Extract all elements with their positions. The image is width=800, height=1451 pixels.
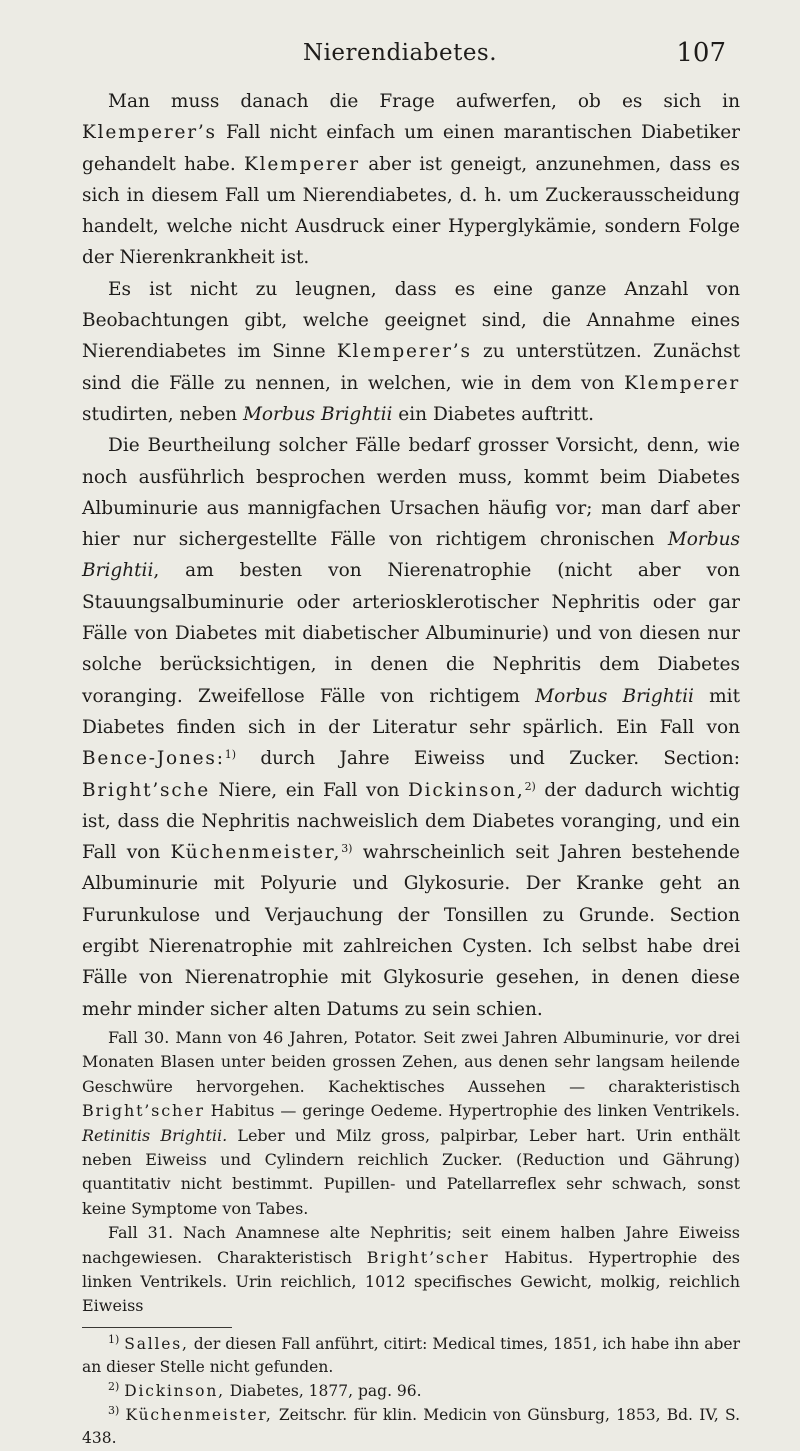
author-name: Salles, (124, 1334, 189, 1353)
footnote-3: $^{3)}$ Küchenmeister, Zeitschr. für klin. Medicin von Günsburg, 1853, Bd. IV, S. 438. (82, 1403, 740, 1448)
page-body (82, 86, 740, 1451)
author-name: Bence-Jones: (82, 748, 225, 770)
footnote-1: $^{1)}$ Salles, der diesen Fall anführt, citirt: Medical times, 1851, ich habe ihn aber an dieser Stelle nicht gefunden. (82, 1332, 741, 1377)
paragraph-3: Die Beurtheilung solcher Fälle bedarf grosser Vorsicht, denn, wie noch ausführlich besprochen werden muss, kommt beim Diabetes Albuminurie aus mannigfachen Ursachen häufig vor; man darf aber hier nur sichergestellte Fälle von richtigem chronischen Morbus Brightii, am besten von Nierenatrophie (nicht aber von Stauungsalbuminurie oder arteriosklerotischer Nephritis oder gar Fälle von Diabetes mit diabetischer Albuminurie) und von diesen nur solche berücksichtigen, in denen die Nephritis dem Diabetes voranging. Zweifellose Fälle von richtigem Morbus Brightii mit Diabetes finden sich in der Literatur sehr spärlich. Ein Fall von Bence-Jones:$^{1)}$ durch Jahre Eiweiss und Zucker. Section: Bright’sche Niere, ein Fall von Dickinson,$^{2)}$ der dadurch wichtig ist, dass die Nephritis nachweislich dem Diabetes voranging, und ein Fall von Küchenmeister,$^{3)}$ wahrscheinlich seit Jahren bestehende Albuminurie mit Polyurie und Glykosurie. Der Kranke geht an Furunkulose und Verjauchung der Tonsillen zu Grunde. Section ergibt Nierenatrophie mit zahlreichen Cysten. Ich selbst habe drei Fälle von Nierenatrophie mit Glykosurie gesehen, in denen diese mehr minder sicher alten Datums zu sein schien. (82, 435, 741, 1020)
author-name: Dickinson, (407, 779, 525, 801)
author-name: Klemperer (244, 153, 360, 175)
case-reports (82, 1026, 740, 1319)
italic-term: Morbus Brightii (242, 403, 393, 425)
author-name: Küchenmeister, (170, 842, 342, 864)
author-name: Küchenmeister, (125, 1405, 273, 1424)
footnote-ref[interactable]: 2) (524, 779, 536, 793)
author-name: Klemperer’s (336, 341, 472, 363)
footnote-2: $^{2)}$ Dickinson, Diabetes, 1877, pag. 96. (108, 1379, 422, 1400)
italic-term: Retinitis Brightii. (82, 1125, 228, 1145)
italic-term: Morbus Brightii (535, 685, 694, 707)
running-header-title: Nierendiabetes. (302, 40, 498, 66)
footnote-ref[interactable]: 1) (224, 748, 237, 762)
author-name: Klemperer (624, 372, 740, 394)
case-30: Fall 30. Mann von 46 Jahren, Potator. Seit zwei Jahren Albuminurie, vor drei Monaten Blasen unter beiden grossen Zehen, aus denen sehr langsam heilende Geschwüre hervorgehen. Kachektisches Aussehen — charakteristisch Bright’scher Habitus — geringe Oedeme. Hypertrophie des linken Ventrikels. Retinitis Brightii. Leber und Milz gross, palpirbar, Leber hart. Urin enthält neben Eiweiss und Cylindern reichlich Zucker. (Reduction und Gährung) quantitativ nicht bestimmt. Pupillen- und Patellarreflex sehr schwach, sonst keine Symptome von Tabes. (82, 1027, 740, 1218)
paragraph-1: Man muss danach die Frage aufwerfen, ob es sich in Klemperer’s Fall nicht einfach um einen marantischen Diabetiker gehandelt habe. Klemperer aber ist geneigt, anzunehmen, dass es sich in diesem Fall um Nierendiabetes, d. h. um Zuckerausscheidung handelt, welche nicht Ausdruck einer Hyperglykämie, sondern Folge der Nierenkrankheit ist. (82, 91, 741, 269)
main-text (82, 86, 740, 1025)
author-name: Bright’sche (82, 779, 210, 801)
author-name: Dickinson, (124, 1381, 225, 1400)
author-name: Bright’scher (366, 1247, 490, 1267)
italic-term: Morbus Brightii (82, 529, 740, 582)
case-31: Fall 31. Nach Anamnese alte Nephritis; seit einem halben Jahre Eiweiss nachgewiesen. Charakteristisch Bright’scher Habitus. Hypertrophie des linken Ventrikels. Urin reichlich, 1012 specifisches Gewicht, molkig, reichlich Eiweiss (82, 1223, 740, 1316)
author-name: Klemperer’s (82, 122, 217, 144)
footnote-ref[interactable]: 3) (341, 842, 353, 856)
author-name: Bright’scher (82, 1101, 205, 1121)
paragraph-2: Es ist nicht zu leugnen, dass es eine ganze Anzahl von Beobachtungen gibt, welche geeignet sind, die Annahme eines Nierendiabetes im Sinne Klemperer’s zu unterstützen. Zunächst sind die Fälle zu nennen, in welchen, wie in dem von Klemperer studirten, neben Morbus Brightii ein Diabetes auftritt. (82, 278, 741, 425)
page-number: 107 (676, 38, 726, 68)
footnotes (82, 1333, 740, 1451)
footnote-divider (82, 1327, 232, 1328)
